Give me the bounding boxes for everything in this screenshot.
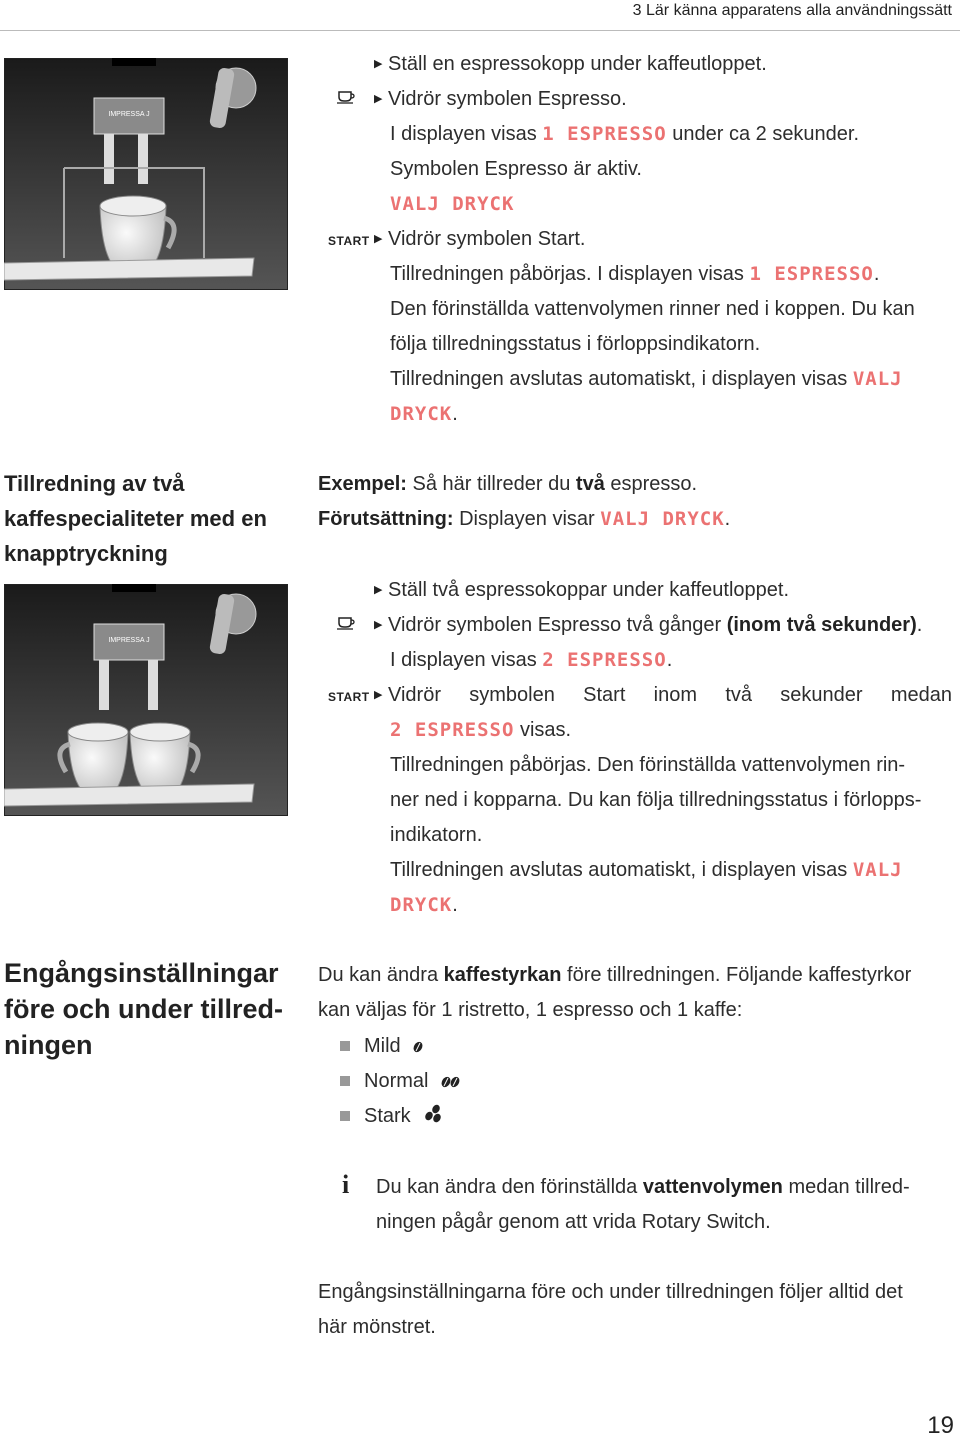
one-bean-icon bbox=[412, 1040, 424, 1054]
square-bullet-icon bbox=[340, 1111, 350, 1121]
start-icon: START bbox=[328, 690, 370, 704]
square-bullet-icon bbox=[340, 1076, 350, 1086]
example-line: Exempel: Så här tillreder du två espresso. bbox=[318, 473, 698, 495]
info-line2: ningen pågår genom att vrida Rotary Switch. bbox=[376, 1211, 771, 1233]
water-volume-text: Den förinställda vattenvolymen rinner ned i koppen. Du kan bbox=[390, 298, 915, 320]
triangle-bullet-icon: ▶ bbox=[374, 584, 383, 596]
preparation-started-text: Tillredningen påbörjas. I displayen visas 1 ESPRESSO. bbox=[390, 263, 880, 285]
indicator-text: indikatorn. bbox=[390, 824, 483, 846]
auto-finish-two-display: DRYCK. bbox=[390, 894, 458, 916]
display-valj-dryck: VALJ DRYCK bbox=[390, 193, 515, 215]
info-icon: i bbox=[342, 1170, 350, 1199]
water-volume-two-text: ner ned i kopparna. Du kan följa tillredningsstatus i förlopps- bbox=[390, 789, 922, 811]
step-place-cup: ▶ Ställ en espressokopp under kaffeutloppet. bbox=[374, 47, 767, 82]
progress-indicator-text: följa tillredningsstatus i förloppsindikatorn. bbox=[390, 333, 761, 355]
auto-finish-display-text: DRYCK. bbox=[390, 403, 458, 425]
step-touch-espresso: ▶ Vidrör symbolen Espresso. bbox=[374, 82, 627, 117]
coffee-machine-one-cup-illustration bbox=[4, 58, 288, 290]
info-line1: Du kan ändra den förinställda vattenvolymen medan tillred- bbox=[376, 1176, 910, 1198]
start-icon: START bbox=[328, 234, 370, 248]
machine-brand-label: IMPRESSA J bbox=[108, 637, 150, 644]
display-shows-2-espresso: I displayen visas 2 ESPRESSO. bbox=[390, 649, 673, 671]
precondition-line: Förutsättning: Displayen visar VALJ DRYCK. bbox=[318, 508, 731, 530]
auto-finish-text: Tillredningen avslutas automatiskt, i displayen visas VALJ bbox=[390, 368, 903, 390]
espresso-cup-icon bbox=[336, 614, 356, 632]
strength-item-stark: Stark bbox=[340, 1099, 444, 1134]
strength-item-normal: Normal bbox=[340, 1064, 462, 1099]
display-shows-1-espresso: I displayen visas 1 ESPRESSO under ca 2 sekunder. bbox=[390, 123, 860, 145]
auto-finish-two-text: Tillredningen avslutas automatiskt, i displayen visas VALJ bbox=[390, 859, 903, 881]
espresso-cup-icon bbox=[336, 88, 356, 106]
closing-line2: här mönstret. bbox=[318, 1316, 436, 1338]
square-bullet-icon bbox=[340, 1041, 350, 1051]
triangle-bullet-icon: ▶ bbox=[374, 689, 383, 701]
coffee-machine-two-cups-illustration bbox=[4, 584, 288, 816]
step-place-two-cups: ▶ Ställ två espressokoppar under kaffeutloppet. bbox=[374, 573, 789, 608]
display-2-espresso-shown: 2 ESPRESSO visas. bbox=[390, 719, 572, 741]
preparation-started-two-text: Tillredningen påbörjas. Den förinställda vattenvolymen rin- bbox=[390, 754, 906, 776]
machine-brand-label: IMPRESSA J bbox=[108, 111, 150, 118]
page-number: 19 bbox=[927, 1412, 954, 1439]
triangle-bullet-icon: ▶ bbox=[374, 58, 383, 70]
header-rule bbox=[0, 30, 960, 31]
strength-intro-line1: Du kan ändra kaffestyrkan före tillredningen. Följande kaffestyrkor bbox=[318, 964, 912, 986]
side-heading-two-specialties: Tillredning av två kaffespecialiteter med en knapptryckning bbox=[4, 471, 267, 566]
three-beans-icon bbox=[422, 1104, 444, 1124]
closing-line1: Engångsinställningarna före och under tillredningen följer alltid det bbox=[318, 1281, 903, 1303]
triangle-bullet-icon: ▶ bbox=[374, 233, 383, 245]
running-header: 3 Lär känna apparatens alla användningssätt bbox=[632, 2, 952, 19]
triangle-bullet-icon: ▶ bbox=[374, 619, 383, 631]
two-beans-icon bbox=[440, 1075, 462, 1089]
espresso-active-text: Symbolen Espresso är aktiv. bbox=[390, 158, 642, 180]
strength-intro-line2: kan väljas för 1 ristretto, 1 espresso och 1 kaffe: bbox=[318, 999, 743, 1021]
side-heading-one-time-settings: Engångsinställningar före och under tillred- ningen bbox=[4, 958, 284, 1060]
step-touch-espresso-twice: ▶ Vidrör symbolen Espresso två gånger (inom två sekunder). bbox=[374, 608, 922, 643]
step-touch-start-within: ▶ Vidrör symbolen Start inom två sekunder medan bbox=[374, 678, 952, 713]
step-touch-start: ▶ Vidrör symbolen Start. bbox=[374, 222, 586, 257]
strength-item-mild: Mild bbox=[340, 1029, 424, 1064]
triangle-bullet-icon: ▶ bbox=[374, 93, 383, 105]
